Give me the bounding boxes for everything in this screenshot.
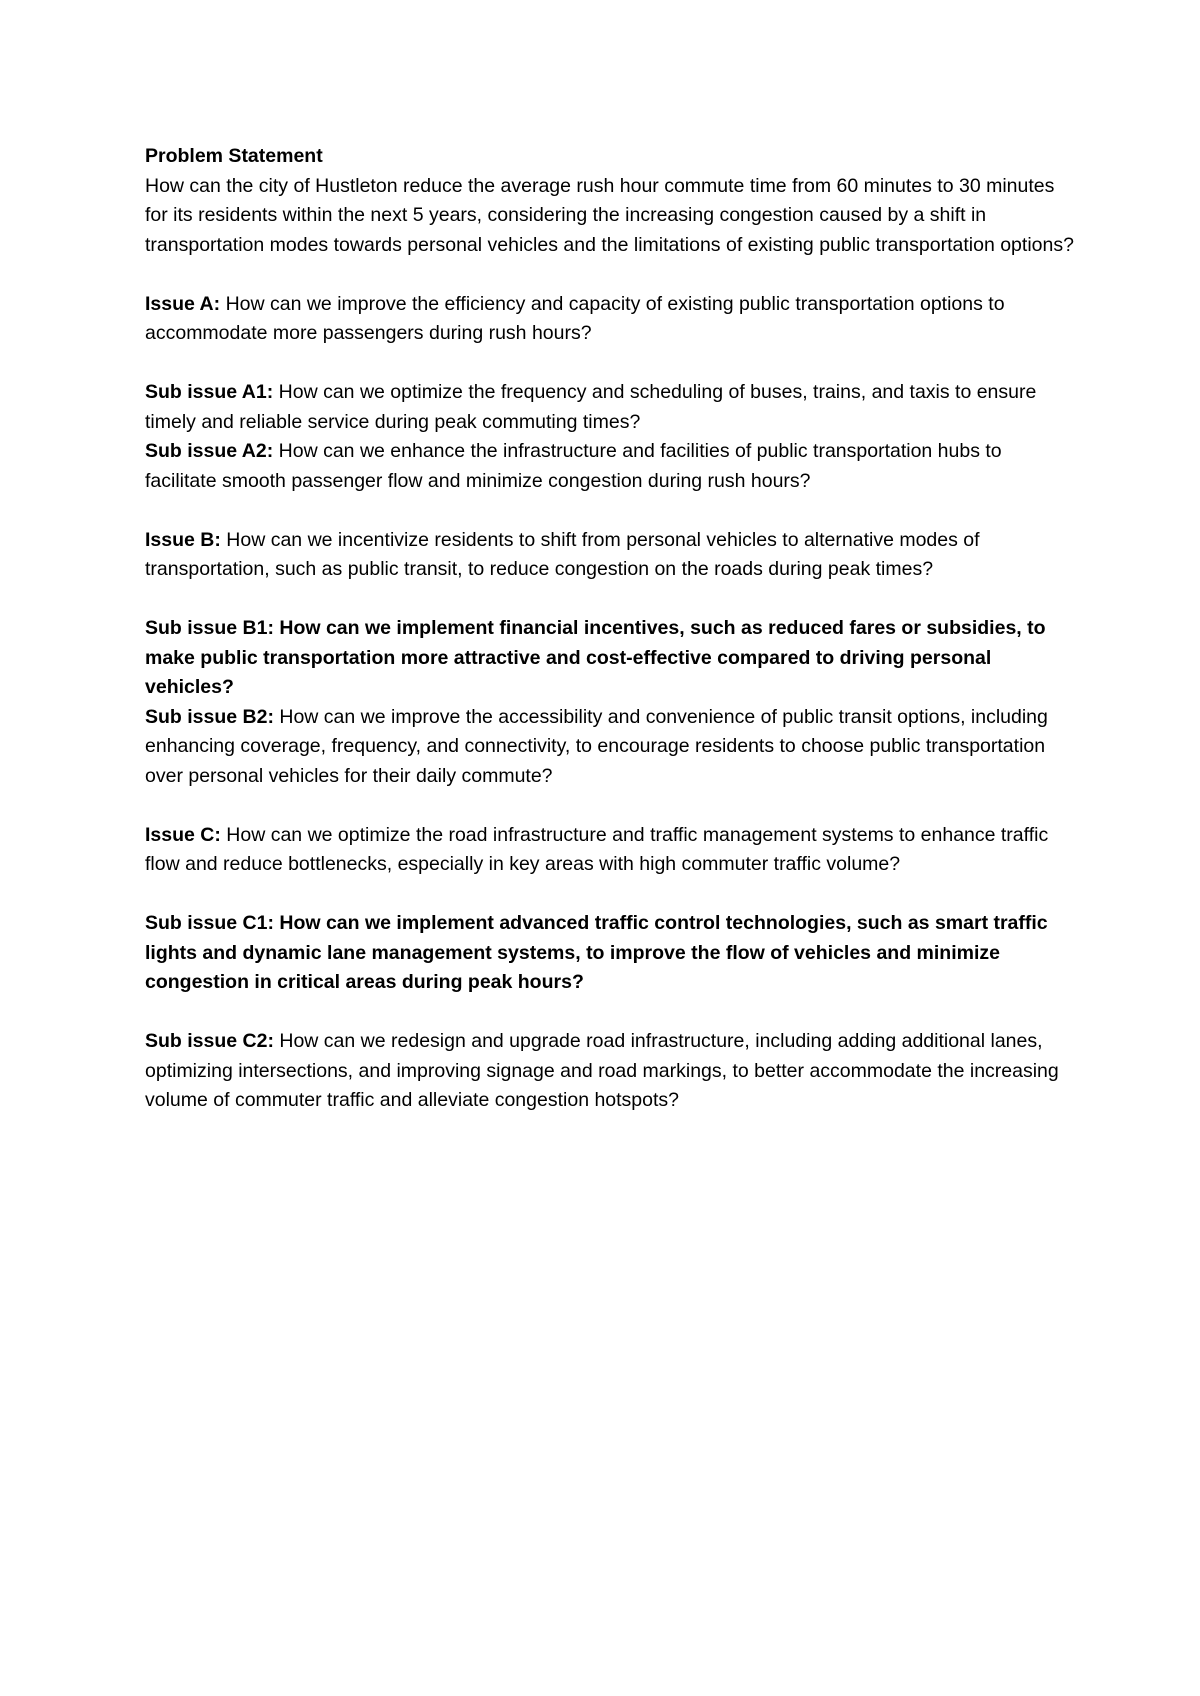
issue-a-text: How can we improve the efficiency and capacity of existing public transportation options to accommodate more passengers during rush hours? <box>145 292 1005 344</box>
issue-c-label: Issue C: <box>145 823 221 846</box>
problem-statement-heading: Problem Statement <box>145 145 323 167</box>
sub-issue-b1-label: Sub issue B1: <box>145 617 274 639</box>
issue-a <box>145 290 1075 349</box>
sub-issue-b2-text: How can we improve the accessibility and convenience of public transit options, including enhancing coverage, frequency, and connectivity, to encourage residents to choose public transportation over personal vehicles for their daily commute? <box>145 705 1048 787</box>
sub-issue-c1-text: How can we implement advanced traffic control technologies, such as smart traffic lights and dynamic lane management systems, to improve the flow of vehicles and minimize congestion in critical areas during peak hours? <box>145 912 1048 993</box>
sub-issue-b1 <box>145 614 1075 703</box>
sub-issue-a1-text: How can we optimize the frequency and scheduling of buses, trains, and taxis to ensure timely and reliable service during peak commuting times? <box>145 381 1037 433</box>
document-page <box>145 142 1075 1116</box>
sub-issue-b1-text: How can we implement financial incentives, such as reduced fares or subsidies, to make public transportation more attractive and cost-effective compared to driving personal vehicles? <box>145 617 1046 698</box>
problem-statement-text: How can the city of Hustleton reduce the average rush hour commute time from 60 minutes to 30 minutes for its residents within the next 5 years, considering the increasing congestion caused by a shift in transportation modes towards personal vehicles and the limitations of existing public transportation options? <box>145 174 1074 256</box>
issue-c <box>145 821 1075 880</box>
sub-issue-b2-label: Sub issue B2: <box>145 705 274 728</box>
sub-issue-c1-label: Sub issue C1: <box>145 912 274 934</box>
sub-issue-c1 <box>145 909 1075 998</box>
sub-issue-a1-label: Sub issue A1: <box>145 381 274 403</box>
sub-issue-a2-text: How can we enhance the infrastructure and facilities of public transportation hubs to facilitate smooth passenger flow and minimize congestion during rush hours? <box>145 440 1002 492</box>
issue-b-label: Issue B: <box>145 528 221 551</box>
sub-issue-a2 <box>145 437 1075 496</box>
sub-issue-c2-label: Sub issue C2: <box>145 1030 274 1052</box>
issue-a-label: Issue A: <box>145 292 221 315</box>
problem-statement-section <box>145 142 1075 260</box>
sub-issue-a2-label: Sub issue A2: <box>145 440 274 462</box>
sub-issue-c2 <box>145 1027 1075 1116</box>
sub-issue-b2 <box>145 703 1075 792</box>
issue-c-text: How can we optimize the road infrastructure and traffic management systems to enhance traffic flow and reduce bottlenecks, especially in key areas with high commuter traffic volume? <box>145 823 1049 875</box>
issue-b <box>145 526 1075 585</box>
sub-issue-a1 <box>145 378 1075 437</box>
sub-issue-c2-text: How can we redesign and upgrade road infrastructure, including adding additional lanes, optimizing intersections, and improving signage and road markings, to better accommodate the increasing volume of commuter traffic and alleviate congestion hotspots? <box>145 1030 1059 1111</box>
issue-b-text: How can we incentivize residents to shift from personal vehicles to alternative modes of transportation, such as public transit, to reduce congestion on the roads during peak times? <box>145 528 980 580</box>
